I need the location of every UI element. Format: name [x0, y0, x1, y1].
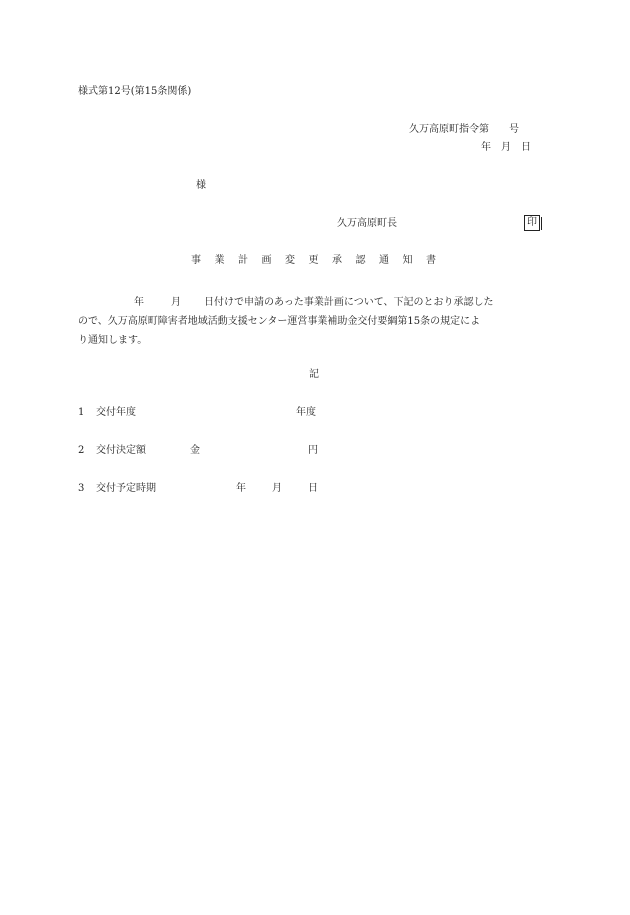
item-number: 2 [78, 445, 85, 456]
item-year: 年 [236, 483, 246, 494]
form-number: 様式第12号(第15条関係) [78, 86, 192, 97]
title-char: 変 [285, 255, 295, 266]
item-prefix: 金 [190, 445, 200, 456]
title-char: 承 [332, 255, 342, 266]
title-char: 業 [214, 255, 225, 266]
title-char: 知 [402, 255, 413, 266]
body-line3: り通知します。 [78, 335, 148, 346]
body-line2: ので、久万高原町障害者地域活動支援センター運営事業補助金交付要綱第15条の規定によ [78, 316, 481, 327]
item-suffix: 円 [308, 445, 318, 456]
title-char: 通 [379, 255, 389, 266]
title-char: 事 [191, 255, 201, 266]
item-month: 月 [272, 483, 282, 494]
issuer-name: 久万高原町長 [337, 218, 397, 229]
title-char: 計 [238, 255, 248, 266]
title-char: 画 [261, 255, 272, 266]
body-month: 月 [171, 297, 181, 308]
body-paragraph [78, 293, 553, 350]
notice-number: 久万高原町指令第 号 [409, 124, 519, 135]
title-char: 認 [355, 255, 366, 266]
item-day: 日 [308, 483, 318, 494]
body-year: 年 [134, 297, 144, 308]
addressee-suffix: 様 [196, 180, 206, 191]
document-title [191, 255, 438, 267]
item-label: 交付予定時期 [96, 483, 156, 494]
title-char: 更 [308, 255, 319, 266]
seal-stamp: 印 [524, 215, 540, 231]
ki-heading: 記 [309, 369, 319, 380]
body-line1: 日付けで申請のあった事業計画について、下記のとおり承認した [204, 297, 494, 308]
item-number: 1 [78, 407, 85, 418]
date-line: 年 月 日 [481, 142, 531, 153]
item-label: 交付決定額 [96, 445, 146, 456]
item-label: 交付年度 [96, 407, 136, 418]
item-suffix: 年度 [296, 407, 316, 418]
title-char: 書 [426, 255, 436, 266]
item-number: 3 [78, 483, 85, 494]
